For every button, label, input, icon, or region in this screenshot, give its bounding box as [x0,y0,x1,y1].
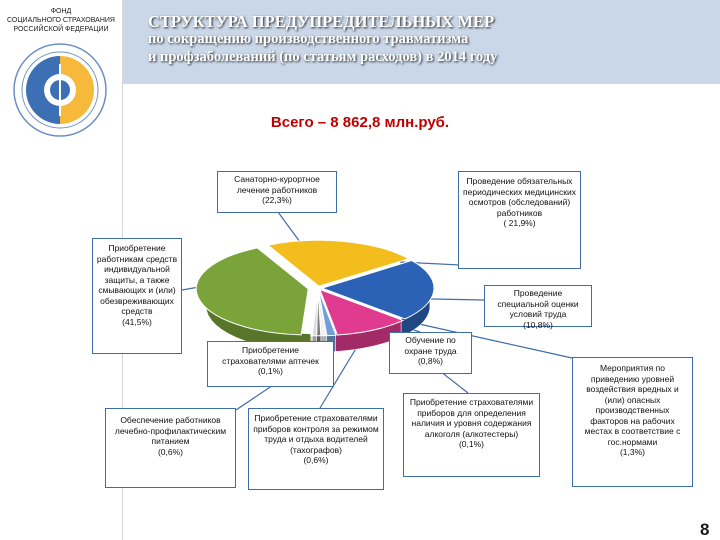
org-line1: ФОНД [50,8,72,15]
box-medical [458,171,581,269]
box-nutrition-text: Обеспечение работников лечебно-профилактическим питанием [114,415,227,446]
box-sout-text: Проведение специальной оценки условий труда [497,288,579,319]
total-label: Всего – 8 862,8 млн.руб. [270,114,450,131]
org-line3: РОССИЙСКОЙ ФЕДЕРАЦИИ [13,26,109,33]
box-measures [572,357,693,487]
box-sout [484,285,592,330]
box-training-text: Обучение по охране труда [404,335,457,356]
box-training-pct: (0,8%) [417,356,444,366]
box-sanatorium [217,171,337,213]
box-firstaid-pct: (0,1%) [257,366,284,376]
box-medical-text: Проведение обязательных периодических медицинских осмотров (обследований) работников [463,176,576,218]
box-firstaid-text: Приобретение страхователями аптечек [222,345,319,366]
box-measures-pct: (1,3%) [619,447,646,457]
box-nutrition [105,408,236,488]
org-line2: СОЦИАЛЬНОГО СТРАХОВАНИЯ [7,17,115,24]
box-tachograph-text: Приобретение страхователями приборов контроля за режимом труда и отдыха водителей (тахографов) [253,413,379,455]
title-line1: СТРУКТУРА ПРЕДУПРЕДИТЕЛЬНЫХ МЕР [148,12,495,31]
box-alcotest [403,393,540,477]
title-line2: по сокращению производственного травматизма [148,31,469,47]
box-measures-text: Мероприятия по приведению уровней воздействия вредных и (или) опасных производственных факторов на рабочих местах в соответствие с гос.нормами [584,363,681,447]
box-sanatorium-text: Санаторно-курортное лечение работников [234,174,320,195]
box-tachograph-pct: (0,6%) [303,455,329,465]
box-ppe-pct: (41,5%) [122,316,152,327]
box-sout-pct: (10,8%) [523,319,553,330]
box-nutrition-pct: (0,6%) [157,446,184,457]
box-firstaid [207,341,334,387]
box-ppe [92,238,182,354]
title-line3: и профзаболеваний (по статьям расходов) в 2014 году [148,49,498,65]
leader-sanatorium [278,212,300,242]
page-number: 8 [700,520,710,539]
box-tachograph [248,408,384,490]
box-sanatorium-pct: (22,3%) [262,195,292,205]
box-training [389,332,472,374]
box-ppe-text: Приобретение работникам средств индивидуальной защиты, а также смывающих и (или) обезвреживающих средств [96,243,178,316]
box-alcotest-text: Приобретение страхователями приборов для определения наличия и уровня содержания алкоголя (алкотестеры) [409,397,534,439]
box-medical-pct: ( 21,9%) [503,218,536,228]
box-alcotest-pct: (0,1%) [458,439,485,449]
